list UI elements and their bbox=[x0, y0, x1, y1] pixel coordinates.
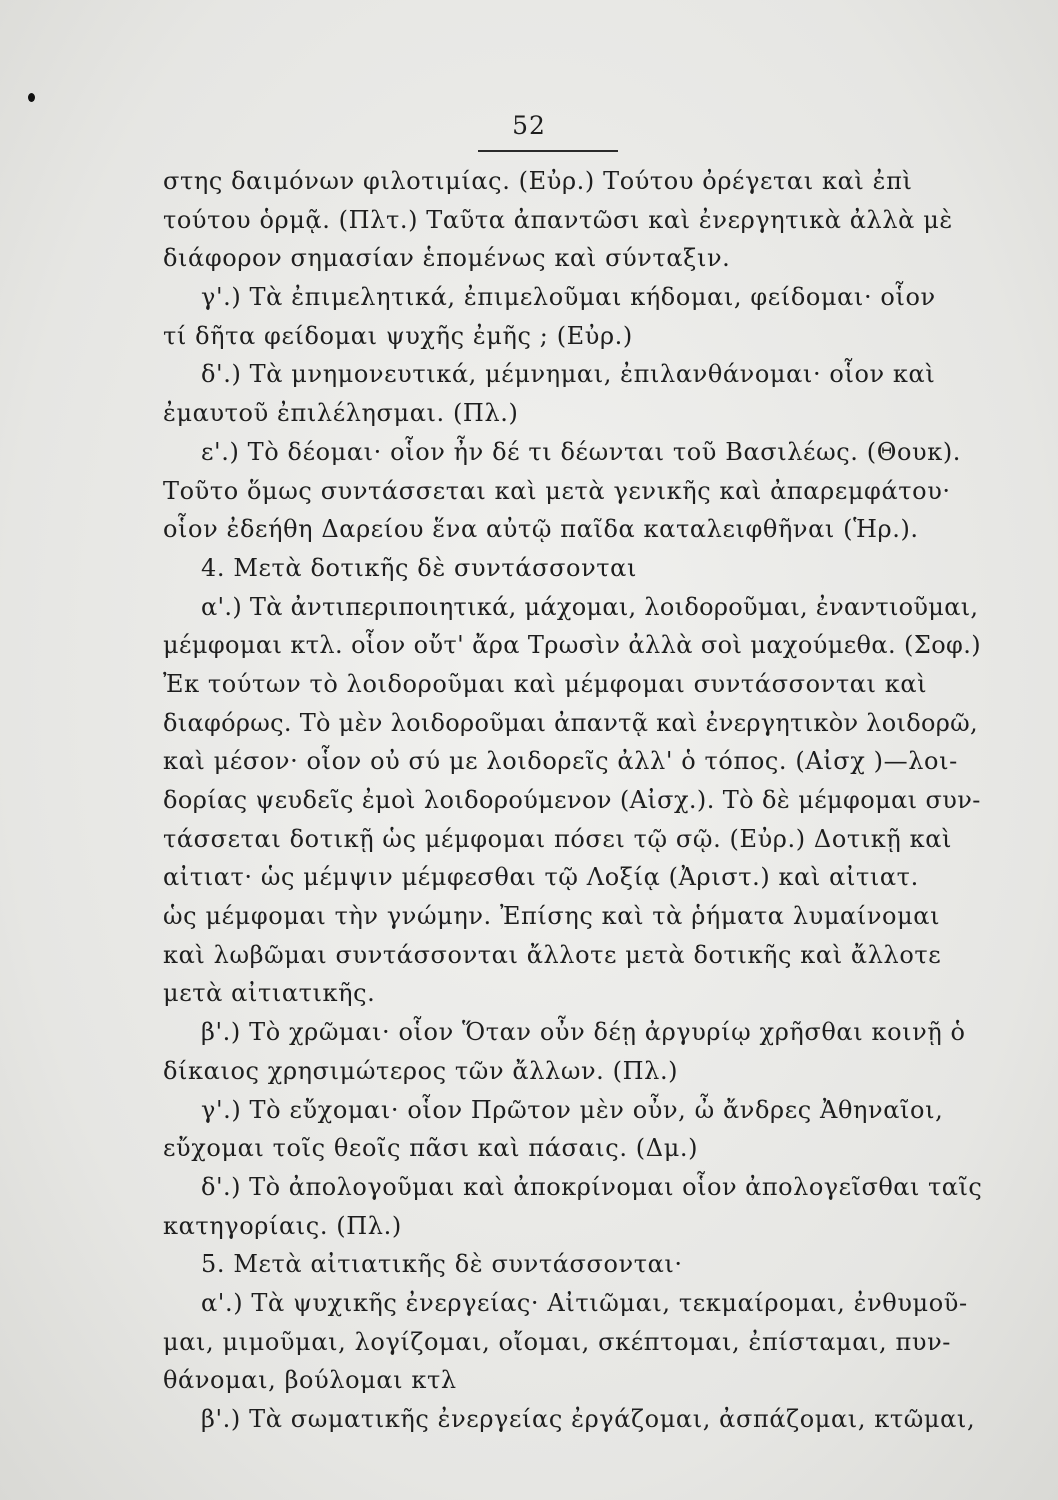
body-text bbox=[163, 162, 983, 1439]
text-line: γ'.) Τὸ εὔχομαι· οἷον Πρῶτον μὲν οὖν, ὦ ἄνδρες Ἀθηναῖοι, bbox=[201, 1095, 944, 1124]
text-line: δ'.) Τὰ μνημονευτικά, μέμνημαι, ἐπιλανθάνομαι· οἷον καὶ bbox=[201, 360, 936, 389]
text-line: διαφόρως. Τὸ μὲν λοιδοροῦμαι ἀπαντᾷ καὶ ἐνεργητικὸν λοιδορῶ, bbox=[163, 708, 978, 737]
text-line: τούτου ὁρμᾷ. (Πλτ.) Ταῦτα ἀπαντῶσι καὶ ἐνεργητικὰ ἀλλὰ μὲ bbox=[163, 205, 953, 234]
header-rule bbox=[478, 150, 618, 152]
text-line: γ'.) Τὰ ἐπιμελητικά, ἐπιμελοῦμαι κήδομαι, φείδομαι· οἷον bbox=[201, 283, 936, 312]
text-line: τάσσεται δοτικῇ ὡς μέμφομαι πόσει τῷ σῷ. (Εὐρ.) Δοτικῇ καὶ bbox=[163, 824, 953, 853]
text-line: οἷον ἐδεήθη Δαρείου ἕνα αὐτῷ παῖδα καταλειφθῆναι (Ἡρ.). bbox=[163, 515, 919, 544]
text-line: ὡς μέμφομαι τὴν γνώμην. Ἐπίσης καὶ τὰ ῥήματα λυμαίνομαι bbox=[163, 902, 941, 931]
text-line: 4. Μετὰ δοτικῆς δὲ συντάσσονται bbox=[201, 553, 637, 582]
text-line: μαι, μιμοῦμαι, λογίζομαι, οἴομαι, σκέπτομαι, ἐπίσταμαι, πυν- bbox=[163, 1327, 951, 1356]
text-line: μετὰ αἰτιατικῆς. bbox=[163, 979, 376, 1008]
text-line: καὶ λωβῶμαι συντάσσονται ἄλλοτε μετὰ δοτικῆς καὶ ἄλλοτε bbox=[163, 940, 942, 969]
text-line: α'.) Τὰ ἀντιπεριποιητικά, μάχομαι, λοιδοροῦμαι, ἐναντιοῦμαι, bbox=[201, 592, 979, 621]
text-line: κατηγορίαις. (Πλ.) bbox=[163, 1211, 402, 1240]
text-line: στης δαιμόνων φιλοτιμίας. (Εὐρ.) Τούτου ὀρέγεται καὶ ἐπὶ bbox=[163, 167, 913, 195]
text-line: 5. Μετὰ αἰτιατικῆς δὲ συντάσσονται· bbox=[201, 1250, 683, 1279]
text-line: δορίας ψευδεῖς ἐμοὶ λοιδορούμενον (Αἰσχ.). Τὸ δὲ μέμφομαι συν- bbox=[163, 786, 981, 814]
text-line: Ἐκ τούτων τὸ λοιδοροῦμαι καὶ μέμφομαι συντάσσονται καὶ bbox=[163, 669, 928, 698]
text-line: β'.) Τὰ σωματικῆς ἐνεργείας ἐργάζομαι, ἀσπάζομαι, κτῶμαι, bbox=[201, 1405, 976, 1433]
text-line: α'.) Τὰ ψυχικῆς ἐνεργείας· Αἰτιῶμαι, τεκμαίρομαι, ἐνθυμοῦ- bbox=[201, 1288, 968, 1317]
text-line: τί δῆτα φείδομαι ψυχῆς ἐμῆς ; (Εὐρ.) bbox=[163, 321, 633, 350]
text-line: δ'.) Τὸ ἀπολογοῦμαι καὶ ἀποκρίνομαι οἷον ἀπολογεῖσθαι ταῖς bbox=[201, 1172, 983, 1201]
text-line: δίκαιος χρησιμώτερος τῶν ἄλλων. (Πλ.) bbox=[163, 1056, 679, 1085]
text-line: καὶ μέσον· οἷον οὐ σύ με λοιδορεῖς ἀλλ' ὁ τόπος. (Αἰσχ )—λοι- bbox=[163, 747, 958, 776]
ink-speck bbox=[28, 93, 35, 102]
text-line: αἰτιατ· ὡς μέμψιν μέμφεσθαι τῷ Λοξίᾳ (Ἀριστ.) καὶ αἰτιατ. bbox=[163, 863, 919, 892]
page-number: 52 bbox=[512, 111, 546, 140]
text-line: β'.) Τὸ χρῶμαι· οἷον Ὅταν οὖν δέῃ ἀργυρίῳ χρῆσθαι κοινῇ ὁ bbox=[201, 1018, 966, 1047]
text-line: εὔχομαι τοῖς θεοῖς πᾶσι καὶ πάσαις. (Δμ.) bbox=[163, 1134, 699, 1163]
text-line: μέμφομαι κτλ. οἷον οὔτ' ἄρα Τρωσὶν ἀλλὰ σοὶ μαχούμεθα. (Σοφ.) bbox=[163, 631, 982, 660]
text-line: ε'.) Τὸ δέομαι· οἷον ἦν δέ τι δέωνται τοῦ Βασιλέως. (Θουκ). bbox=[201, 437, 962, 466]
text-line: ἐμαυτοῦ ἐπιλέλησμαι. (Πλ.) bbox=[163, 399, 519, 428]
text-line: Τοῦτο ὅμως συντάσσεται καὶ μετὰ γενικῆς καὶ ἀπαρεμφάτου· bbox=[163, 476, 951, 505]
text-line: διάφορον σημασίαν ἑπομένως καὶ σύνταξιν. bbox=[163, 244, 731, 273]
text-line: θάνομαι, βούλομαι κτλ bbox=[163, 1366, 457, 1395]
